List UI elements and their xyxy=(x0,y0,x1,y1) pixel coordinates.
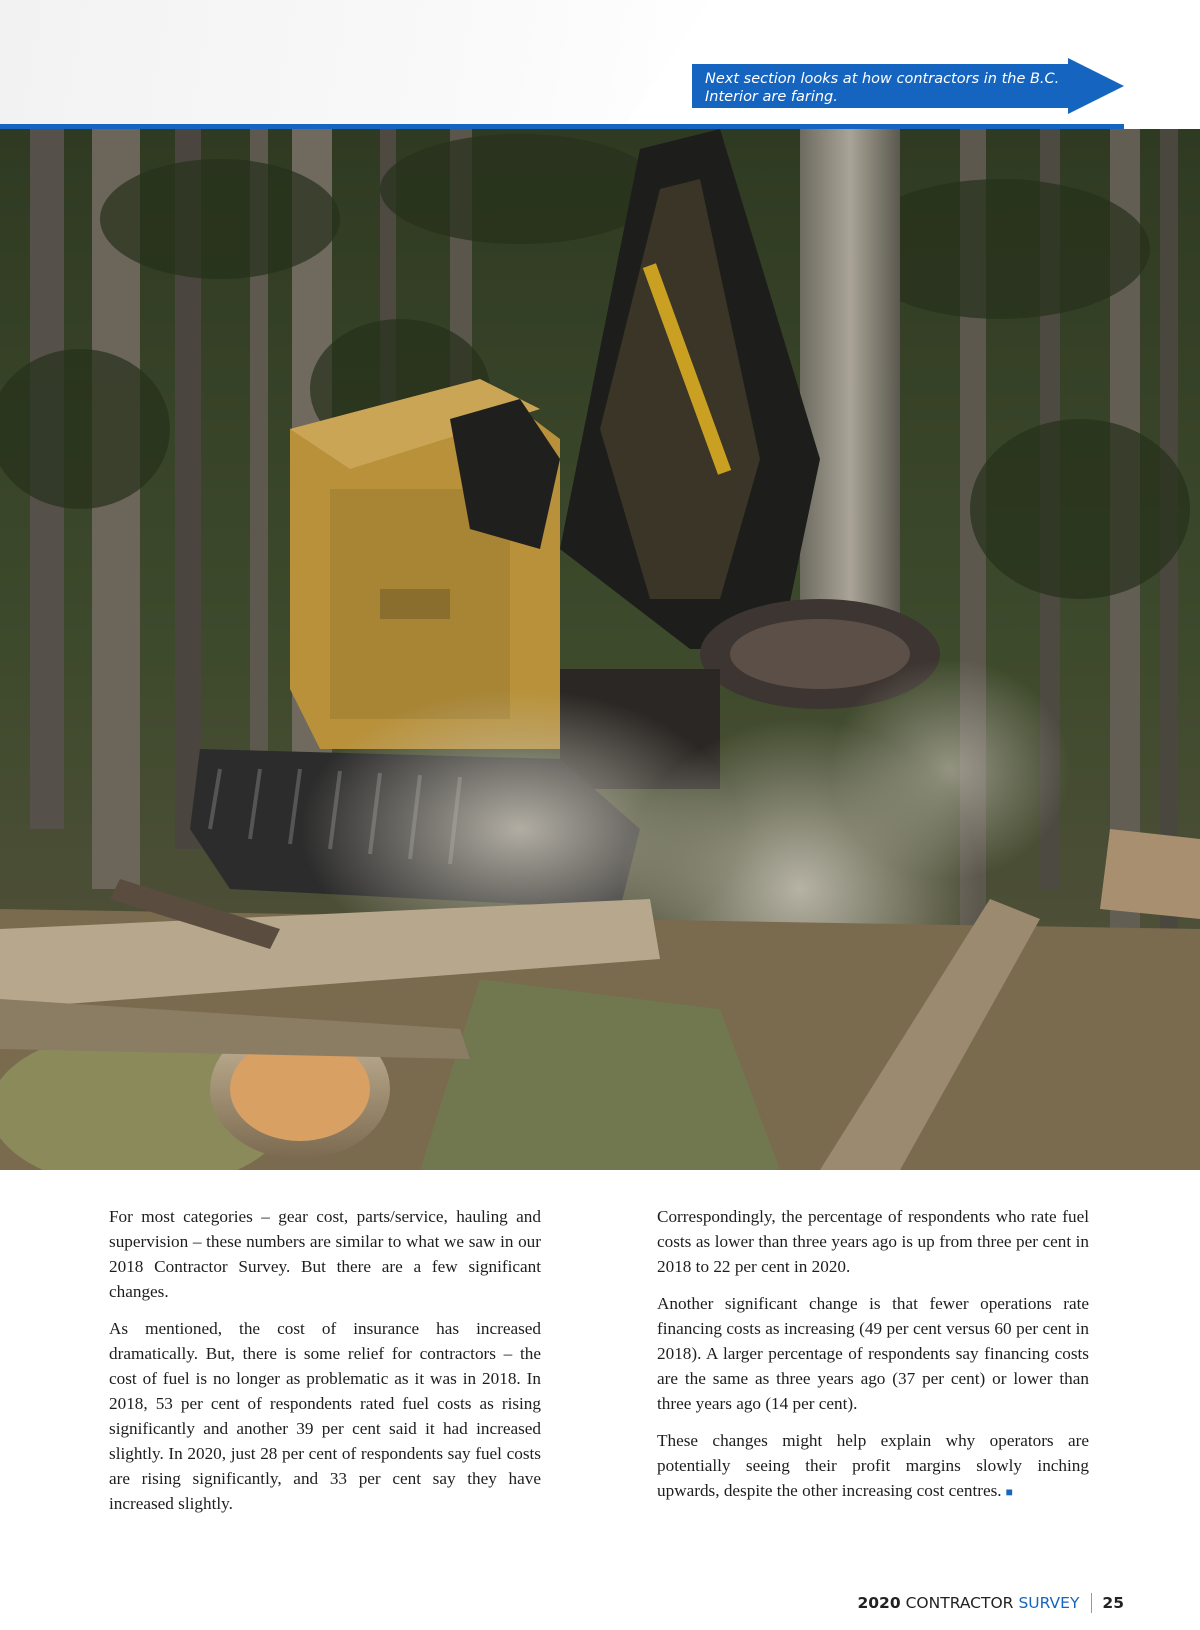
footer-accent: SURVEY xyxy=(1018,1594,1080,1612)
feller-buncher-photo xyxy=(0,129,1200,1170)
body-column-left xyxy=(109,1204,541,1528)
body-paragraph: For most categories – gear cost, parts/service, hauling and supervision – these numbers are similar to what we saw in our 2018 Contractor Survey. But there are a few significant changes. xyxy=(109,1207,541,1301)
page-number: 25 xyxy=(1102,1594,1124,1612)
end-mark-icon: ■ xyxy=(1005,1485,1013,1499)
body-column-right xyxy=(657,1204,1089,1517)
footer-title: CONTRACTOR xyxy=(905,1594,1014,1612)
header-wedge xyxy=(0,0,710,126)
body-paragraph-final xyxy=(657,1428,1089,1505)
body-paragraph: As mentioned, the cost of insurance has increased dramatically. But, there is some relief for contractors – the cost of fuel is no longer as problematic as it was in 2018. In 2018, 53 per cent of respondents rated fuel costs as rising significantly and another 39 per cent said it had increased slightly. In 2020, just 28 per cent of respondents say fuel costs are rising significantly, and 33 per cent say they have increased slightly. xyxy=(109,1319,541,1513)
body-paragraph: Correspondingly, the percentage of respondents who rate fuel costs as lower than three years ago is up from three per cent in 2018 to 22 per cent in 2020. xyxy=(657,1207,1089,1276)
footer-divider xyxy=(1091,1593,1092,1613)
body-paragraph: Another significant change is that fewer operations rate financing costs as increasing (49 per cent versus 60 per cent in 2018). A larger percentage of respondents say financing costs are the same as three years ago (37 per cent) or lower than three years ago (14 per cent). xyxy=(657,1294,1089,1413)
body-paragraph-text: These changes might help explain why operators are potentially seeing their profit margins slowly inching upwards, despite the other increasing cost centres. xyxy=(657,1431,1089,1500)
page-footer xyxy=(857,1592,1124,1614)
next-section-callout: Next section looks at how contractors in the B.C. Interior are faring. xyxy=(705,71,1060,105)
forest-harvester-image xyxy=(0,129,1200,1170)
footer-year: 2020 xyxy=(857,1594,901,1612)
